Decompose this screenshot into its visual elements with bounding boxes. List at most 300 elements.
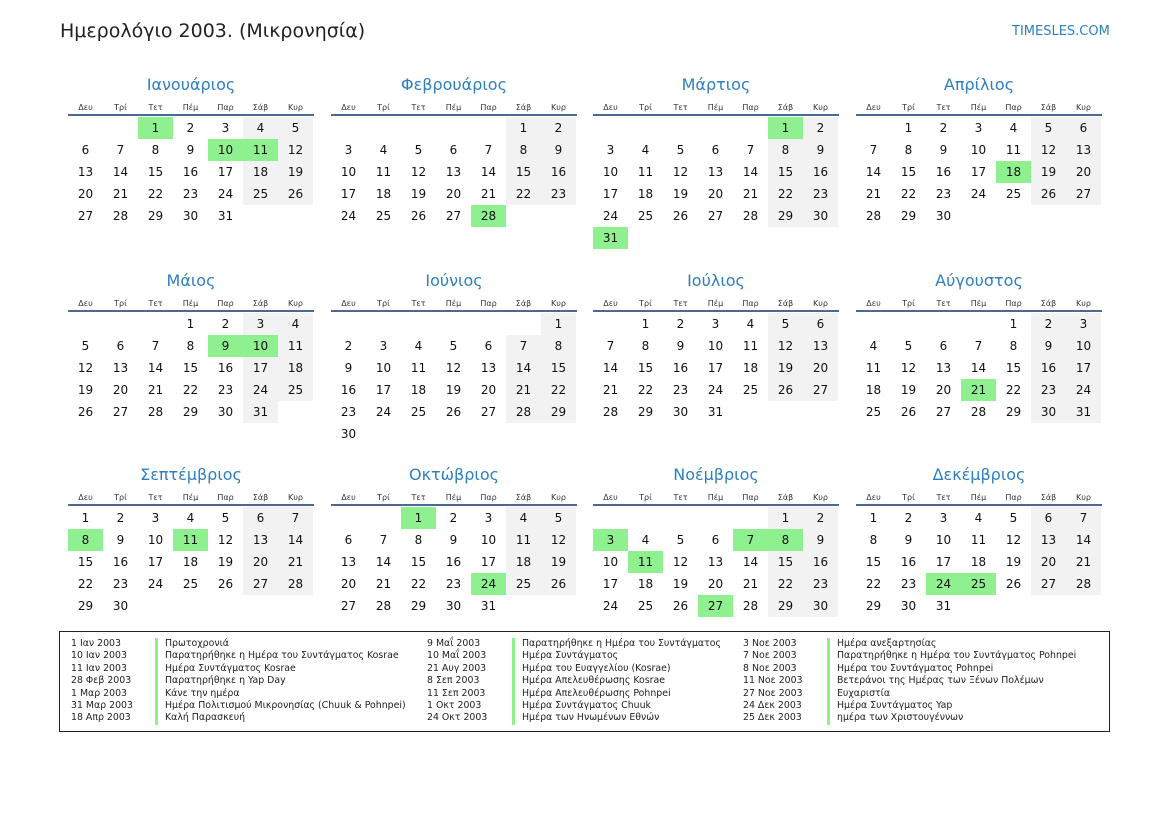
day-cell[interactable]: 30 bbox=[340, 427, 357, 441]
day-cell[interactable]: 23 bbox=[445, 577, 462, 591]
day-cell[interactable]: 27 bbox=[1031, 573, 1066, 595]
day-cell[interactable]: 16 bbox=[340, 383, 357, 397]
day-cell[interactable]: 2 bbox=[1031, 313, 1066, 335]
day-cell[interactable]: 3 bbox=[593, 529, 628, 551]
day-cell[interactable]: 24 bbox=[707, 383, 724, 397]
day-cell[interactable]: 29 bbox=[182, 405, 199, 419]
day-cell[interactable]: 7 bbox=[746, 143, 755, 157]
day-cell[interactable]: 24 bbox=[243, 379, 278, 401]
day-cell[interactable]: 1 bbox=[186, 317, 195, 331]
day-cell[interactable]: 17 bbox=[970, 165, 987, 179]
day-cell[interactable]: 11 bbox=[970, 533, 987, 547]
day-cell[interactable]: 8 bbox=[1009, 339, 1018, 353]
day-cell[interactable]: 5 bbox=[1009, 511, 1018, 525]
day-cell[interactable]: 16 bbox=[935, 165, 952, 179]
day-cell[interactable]: 28 bbox=[1066, 573, 1101, 595]
day-cell[interactable]: 10 bbox=[480, 533, 497, 547]
day-cell[interactable]: 29 bbox=[865, 599, 882, 613]
day-cell[interactable]: 13 bbox=[1031, 529, 1066, 551]
day-cell[interactable]: 21 bbox=[742, 187, 759, 201]
day-cell[interactable]: 13 bbox=[480, 361, 497, 375]
day-cell[interactable]: 4 bbox=[278, 313, 313, 335]
day-cell[interactable]: 18 bbox=[996, 161, 1031, 183]
day-cell[interactable]: 4 bbox=[1009, 121, 1018, 135]
day-cell[interactable]: 19 bbox=[410, 187, 427, 201]
day-cell[interactable]: 1 bbox=[138, 117, 173, 139]
day-cell[interactable]: 9 bbox=[676, 339, 685, 353]
day-cell[interactable]: 26 bbox=[768, 379, 803, 401]
day-cell[interactable]: 1 bbox=[541, 313, 576, 335]
day-cell[interactable]: 9 bbox=[208, 335, 243, 357]
day-cell[interactable]: 24 bbox=[1066, 379, 1101, 401]
day-cell[interactable]: 15 bbox=[77, 555, 94, 569]
day-cell[interactable]: 22 bbox=[900, 187, 917, 201]
day-cell[interactable]: 27 bbox=[803, 379, 838, 401]
day-cell[interactable]: 5 bbox=[414, 143, 423, 157]
day-cell[interactable]: 7 bbox=[974, 339, 983, 353]
day-cell[interactable]: 15 bbox=[182, 361, 199, 375]
day-cell[interactable]: 3 bbox=[974, 121, 983, 135]
day-cell[interactable]: 19 bbox=[541, 551, 576, 573]
day-cell[interactable]: 4 bbox=[641, 143, 650, 157]
day-cell[interactable]: 31 bbox=[1066, 401, 1101, 423]
day-cell[interactable]: 5 bbox=[1031, 117, 1066, 139]
day-cell[interactable]: 31 bbox=[707, 405, 724, 419]
day-cell[interactable]: 8 bbox=[869, 533, 878, 547]
day-cell[interactable]: 19 bbox=[900, 383, 917, 397]
day-cell[interactable]: 16 bbox=[900, 555, 917, 569]
day-cell[interactable]: 26 bbox=[541, 573, 576, 595]
day-cell[interactable]: 3 bbox=[243, 313, 278, 335]
day-cell[interactable]: 6 bbox=[243, 507, 278, 529]
day-cell[interactable]: 31 bbox=[480, 599, 497, 613]
day-cell[interactable]: 5 bbox=[768, 313, 803, 335]
day-cell[interactable]: 25 bbox=[865, 405, 882, 419]
day-cell[interactable]: 25 bbox=[742, 383, 759, 397]
day-cell[interactable]: 16 bbox=[803, 161, 838, 183]
day-cell[interactable]: 8 bbox=[414, 533, 423, 547]
day-cell[interactable]: 28 bbox=[602, 405, 619, 419]
day-cell[interactable]: 18 bbox=[278, 357, 313, 379]
day-cell[interactable]: 22 bbox=[637, 383, 654, 397]
day-cell[interactable]: 14 bbox=[278, 529, 313, 551]
day-cell[interactable]: 7 bbox=[116, 143, 125, 157]
day-cell[interactable]: 19 bbox=[1005, 555, 1022, 569]
day-cell[interactable]: 21 bbox=[375, 577, 392, 591]
day-cell[interactable]: 20 bbox=[707, 577, 724, 591]
day-cell[interactable]: 2 bbox=[186, 121, 195, 135]
day-cell[interactable]: 10 bbox=[147, 533, 164, 547]
day-cell[interactable]: 26 bbox=[672, 209, 689, 223]
day-cell[interactable]: 9 bbox=[939, 143, 948, 157]
day-cell[interactable]: 24 bbox=[340, 209, 357, 223]
day-cell[interactable]: 20 bbox=[480, 383, 497, 397]
day-cell[interactable]: 26 bbox=[1031, 183, 1066, 205]
day-cell[interactable]: 29 bbox=[541, 401, 576, 423]
day-cell[interactable]: 17 bbox=[1066, 357, 1101, 379]
day-cell[interactable]: 25 bbox=[637, 599, 654, 613]
day-cell[interactable]: 11 bbox=[243, 139, 278, 161]
day-cell[interactable]: 11 bbox=[628, 551, 663, 573]
day-cell[interactable]: 1 bbox=[506, 117, 541, 139]
day-cell[interactable]: 25 bbox=[375, 209, 392, 223]
day-cell[interactable]: 18 bbox=[742, 361, 759, 375]
day-cell[interactable]: 23 bbox=[803, 573, 838, 595]
day-cell[interactable]: 27 bbox=[935, 405, 952, 419]
day-cell[interactable]: 13 bbox=[243, 529, 278, 551]
day-cell[interactable]: 24 bbox=[217, 187, 234, 201]
day-cell[interactable]: 17 bbox=[147, 555, 164, 569]
day-cell[interactable]: 21 bbox=[602, 383, 619, 397]
day-cell[interactable]: 15 bbox=[541, 357, 576, 379]
day-cell[interactable]: 29 bbox=[900, 209, 917, 223]
day-cell[interactable]: 4 bbox=[746, 317, 755, 331]
day-cell[interactable]: 31 bbox=[593, 227, 628, 249]
day-cell[interactable]: 24 bbox=[602, 209, 619, 223]
day-cell[interactable]: 3 bbox=[151, 511, 160, 525]
day-cell[interactable]: 24 bbox=[602, 599, 619, 613]
day-cell[interactable]: 13 bbox=[707, 165, 724, 179]
day-cell[interactable]: 16 bbox=[112, 555, 129, 569]
day-cell[interactable]: 8 bbox=[151, 143, 160, 157]
day-cell[interactable]: 3 bbox=[484, 511, 493, 525]
day-cell[interactable]: 11 bbox=[410, 361, 427, 375]
day-cell[interactable]: 10 bbox=[208, 139, 243, 161]
day-cell[interactable]: 14 bbox=[147, 361, 164, 375]
day-cell[interactable]: 4 bbox=[506, 507, 541, 529]
day-cell[interactable]: 9 bbox=[904, 533, 913, 547]
day-cell[interactable]: 6 bbox=[344, 533, 353, 547]
day-cell[interactable]: 24 bbox=[147, 577, 164, 591]
day-cell[interactable]: 21 bbox=[506, 379, 541, 401]
day-cell[interactable]: 13 bbox=[1066, 139, 1101, 161]
day-cell[interactable]: 18 bbox=[865, 383, 882, 397]
day-cell[interactable]: 14 bbox=[1066, 529, 1101, 551]
day-cell[interactable]: 13 bbox=[803, 335, 838, 357]
day-cell[interactable]: 23 bbox=[340, 405, 357, 419]
day-cell[interactable]: 4 bbox=[641, 533, 650, 547]
day-cell[interactable]: 10 bbox=[243, 335, 278, 357]
day-cell[interactable]: 11 bbox=[173, 529, 208, 551]
day-cell[interactable]: 14 bbox=[375, 555, 392, 569]
day-cell[interactable]: 25 bbox=[278, 379, 313, 401]
day-cell[interactable]: 16 bbox=[182, 165, 199, 179]
day-cell[interactable]: 16 bbox=[803, 551, 838, 573]
day-cell[interactable]: 23 bbox=[900, 577, 917, 591]
day-cell[interactable]: 17 bbox=[375, 383, 392, 397]
day-cell[interactable]: 11 bbox=[278, 335, 313, 357]
day-cell[interactable]: 11 bbox=[375, 165, 392, 179]
day-cell[interactable]: 15 bbox=[1005, 361, 1022, 375]
day-cell[interactable]: 19 bbox=[672, 577, 689, 591]
day-cell[interactable]: 18 bbox=[182, 555, 199, 569]
day-cell[interactable]: 20 bbox=[1031, 551, 1066, 573]
day-cell[interactable]: 17 bbox=[935, 555, 952, 569]
day-cell[interactable]: 29 bbox=[768, 205, 803, 227]
day-cell[interactable]: 22 bbox=[541, 379, 576, 401]
day-cell[interactable]: 10 bbox=[340, 165, 357, 179]
day-cell[interactable]: 12 bbox=[768, 335, 803, 357]
day-cell[interactable]: 4 bbox=[379, 143, 388, 157]
day-cell[interactable]: 27 bbox=[112, 405, 129, 419]
day-cell[interactable]: 6 bbox=[711, 533, 720, 547]
day-cell[interactable]: 26 bbox=[77, 405, 94, 419]
day-cell[interactable]: 3 bbox=[344, 143, 353, 157]
day-cell[interactable]: 27 bbox=[1066, 183, 1101, 205]
day-cell[interactable]: 7 bbox=[278, 507, 313, 529]
day-cell[interactable]: 20 bbox=[340, 577, 357, 591]
day-cell[interactable]: 9 bbox=[449, 533, 458, 547]
day-cell[interactable]: 31 bbox=[935, 599, 952, 613]
day-cell[interactable]: 22 bbox=[410, 577, 427, 591]
day-cell[interactable]: 22 bbox=[506, 183, 541, 205]
day-cell[interactable]: 21 bbox=[742, 577, 759, 591]
day-cell[interactable]: 5 bbox=[676, 533, 685, 547]
day-cell[interactable]: 13 bbox=[112, 361, 129, 375]
day-cell[interactable]: 18 bbox=[243, 161, 278, 183]
day-cell[interactable]: 14 bbox=[742, 165, 759, 179]
day-cell[interactable]: 7 bbox=[379, 533, 388, 547]
day-cell[interactable]: 12 bbox=[445, 361, 462, 375]
day-cell[interactable]: 12 bbox=[900, 361, 917, 375]
day-cell[interactable]: 26 bbox=[672, 599, 689, 613]
day-cell[interactable]: 15 bbox=[410, 555, 427, 569]
day-cell[interactable]: 20 bbox=[77, 187, 94, 201]
day-cell[interactable]: 7 bbox=[733, 529, 768, 551]
day-cell[interactable]: 3 bbox=[1066, 313, 1101, 335]
day-cell[interactable]: 2 bbox=[676, 317, 685, 331]
day-cell[interactable]: 16 bbox=[672, 361, 689, 375]
day-cell[interactable]: 23 bbox=[541, 183, 576, 205]
day-cell[interactable]: 21 bbox=[480, 187, 497, 201]
day-cell[interactable]: 14 bbox=[112, 165, 129, 179]
day-cell[interactable]: 15 bbox=[147, 165, 164, 179]
day-cell[interactable]: 12 bbox=[77, 361, 94, 375]
day-cell[interactable]: 27 bbox=[77, 209, 94, 223]
day-cell[interactable]: 22 bbox=[77, 577, 94, 591]
day-cell[interactable]: 19 bbox=[445, 383, 462, 397]
day-cell[interactable]: 15 bbox=[768, 551, 803, 573]
day-cell[interactable]: 10 bbox=[375, 361, 392, 375]
day-cell[interactable]: 12 bbox=[672, 555, 689, 569]
day-cell[interactable]: 18 bbox=[637, 577, 654, 591]
day-cell[interactable]: 12 bbox=[410, 165, 427, 179]
day-cell[interactable]: 2 bbox=[803, 117, 838, 139]
day-cell[interactable]: 13 bbox=[935, 361, 952, 375]
day-cell[interactable]: 27 bbox=[707, 209, 724, 223]
day-cell[interactable]: 4 bbox=[974, 511, 983, 525]
day-cell[interactable]: 2 bbox=[904, 511, 913, 525]
day-cell[interactable]: 29 bbox=[1005, 405, 1022, 419]
day-cell[interactable]: 11 bbox=[637, 165, 654, 179]
day-cell[interactable]: 8 bbox=[904, 143, 913, 157]
day-cell[interactable]: 20 bbox=[803, 357, 838, 379]
day-cell[interactable]: 20 bbox=[243, 551, 278, 573]
day-cell[interactable]: 28 bbox=[970, 405, 987, 419]
day-cell[interactable]: 15 bbox=[506, 161, 541, 183]
day-cell[interactable]: 1 bbox=[401, 507, 436, 529]
day-cell[interactable]: 11 bbox=[865, 361, 882, 375]
day-cell[interactable]: 3 bbox=[379, 339, 388, 353]
day-cell[interactable]: 2 bbox=[344, 339, 353, 353]
day-cell[interactable]: 17 bbox=[602, 577, 619, 591]
day-cell[interactable]: 23 bbox=[1031, 379, 1066, 401]
day-cell[interactable]: 7 bbox=[484, 143, 493, 157]
day-cell[interactable]: 29 bbox=[410, 599, 427, 613]
day-cell[interactable]: 30 bbox=[803, 595, 838, 617]
day-cell[interactable]: 8 bbox=[541, 335, 576, 357]
day-cell[interactable]: 1 bbox=[768, 117, 803, 139]
day-cell[interactable]: 4 bbox=[869, 339, 878, 353]
day-cell[interactable]: 10 bbox=[707, 339, 724, 353]
day-cell[interactable]: 4 bbox=[414, 339, 423, 353]
day-cell[interactable]: 14 bbox=[480, 165, 497, 179]
day-cell[interactable]: 10 bbox=[602, 165, 619, 179]
day-cell[interactable]: 28 bbox=[742, 209, 759, 223]
day-cell[interactable]: 1 bbox=[869, 511, 878, 525]
day-cell[interactable]: 4 bbox=[243, 117, 278, 139]
site-link[interactable]: TIMESLES.COM bbox=[1012, 24, 1110, 39]
day-cell[interactable]: 13 bbox=[707, 555, 724, 569]
day-cell[interactable]: 20 bbox=[112, 383, 129, 397]
day-cell[interactable]: 13 bbox=[77, 165, 94, 179]
day-cell[interactable]: 26 bbox=[278, 183, 313, 205]
day-cell[interactable]: 6 bbox=[449, 143, 458, 157]
day-cell[interactable]: 7 bbox=[606, 339, 615, 353]
day-cell[interactable]: 5 bbox=[541, 507, 576, 529]
day-cell[interactable]: 15 bbox=[865, 555, 882, 569]
day-cell[interactable]: 17 bbox=[217, 165, 234, 179]
day-cell[interactable]: 11 bbox=[1005, 143, 1022, 157]
day-cell[interactable]: 1 bbox=[768, 507, 803, 529]
day-cell[interactable]: 29 bbox=[768, 595, 803, 617]
day-cell[interactable]: 23 bbox=[217, 383, 234, 397]
day-cell[interactable]: 11 bbox=[506, 529, 541, 551]
day-cell[interactable]: 3 bbox=[221, 121, 230, 135]
day-cell[interactable]: 21 bbox=[1066, 551, 1101, 573]
day-cell[interactable]: 18 bbox=[506, 551, 541, 573]
day-cell[interactable]: 16 bbox=[541, 161, 576, 183]
day-cell[interactable]: 5 bbox=[449, 339, 458, 353]
day-cell[interactable]: 15 bbox=[900, 165, 917, 179]
day-cell[interactable]: 26 bbox=[900, 405, 917, 419]
day-cell[interactable]: 23 bbox=[935, 187, 952, 201]
day-cell[interactable]: 15 bbox=[637, 361, 654, 375]
day-cell[interactable]: 25 bbox=[961, 573, 996, 595]
day-cell[interactable]: 14 bbox=[865, 165, 882, 179]
day-cell[interactable]: 9 bbox=[116, 533, 125, 547]
day-cell[interactable]: 6 bbox=[484, 339, 493, 353]
day-cell[interactable]: 1 bbox=[904, 121, 913, 135]
day-cell[interactable]: 25 bbox=[506, 573, 541, 595]
day-cell[interactable]: 21 bbox=[961, 379, 996, 401]
day-cell[interactable]: 11 bbox=[742, 339, 759, 353]
day-cell[interactable]: 2 bbox=[221, 317, 230, 331]
day-cell[interactable]: 17 bbox=[480, 555, 497, 569]
day-cell[interactable]: 3 bbox=[606, 143, 615, 157]
day-cell[interactable]: 22 bbox=[182, 383, 199, 397]
day-cell[interactable]: 13 bbox=[340, 555, 357, 569]
day-cell[interactable]: 17 bbox=[707, 361, 724, 375]
day-cell[interactable]: 17 bbox=[243, 357, 278, 379]
day-cell[interactable]: 31 bbox=[243, 401, 278, 423]
day-cell[interactable]: 30 bbox=[935, 209, 952, 223]
day-cell[interactable]: 8 bbox=[186, 339, 195, 353]
day-cell[interactable]: 29 bbox=[147, 209, 164, 223]
day-cell[interactable]: 1 bbox=[641, 317, 650, 331]
day-cell[interactable]: 22 bbox=[768, 183, 803, 205]
day-cell[interactable]: 2 bbox=[803, 507, 838, 529]
day-cell[interactable]: 2 bbox=[541, 117, 576, 139]
day-cell[interactable]: 7 bbox=[506, 335, 541, 357]
day-cell[interactable]: 6 bbox=[803, 313, 838, 335]
day-cell[interactable]: 30 bbox=[1031, 401, 1066, 423]
day-cell[interactable]: 26 bbox=[1005, 577, 1022, 591]
day-cell[interactable]: 8 bbox=[506, 139, 541, 161]
day-cell[interactable]: 9 bbox=[344, 361, 353, 375]
day-cell[interactable]: 6 bbox=[1031, 507, 1066, 529]
day-cell[interactable]: 21 bbox=[278, 551, 313, 573]
day-cell[interactable]: 14 bbox=[602, 361, 619, 375]
day-cell[interactable]: 28 bbox=[865, 209, 882, 223]
day-cell[interactable]: 27 bbox=[340, 599, 357, 613]
day-cell[interactable]: 20 bbox=[935, 383, 952, 397]
day-cell[interactable]: 4 bbox=[186, 511, 195, 525]
day-cell[interactable]: 12 bbox=[672, 165, 689, 179]
day-cell[interactable]: 24 bbox=[970, 187, 987, 201]
day-cell[interactable]: 27 bbox=[480, 405, 497, 419]
day-cell[interactable]: 10 bbox=[970, 143, 987, 157]
day-cell[interactable]: 29 bbox=[637, 405, 654, 419]
day-cell[interactable]: 5 bbox=[221, 511, 230, 525]
day-cell[interactable]: 19 bbox=[768, 357, 803, 379]
day-cell[interactable]: 9 bbox=[541, 139, 576, 161]
day-cell[interactable]: 18 bbox=[637, 187, 654, 201]
day-cell[interactable]: 19 bbox=[217, 555, 234, 569]
day-cell[interactable]: 31 bbox=[217, 209, 234, 223]
day-cell[interactable]: 30 bbox=[217, 405, 234, 419]
day-cell[interactable]: 7 bbox=[151, 339, 160, 353]
day-cell[interactable]: 18 bbox=[375, 187, 392, 201]
day-cell[interactable]: 12 bbox=[541, 529, 576, 551]
day-cell[interactable]: 27 bbox=[698, 595, 733, 617]
day-cell[interactable]: 28 bbox=[471, 205, 506, 227]
day-cell[interactable]: 3 bbox=[939, 511, 948, 525]
day-cell[interactable]: 23 bbox=[112, 577, 129, 591]
day-cell[interactable]: 22 bbox=[1005, 383, 1022, 397]
day-cell[interactable]: 29 bbox=[77, 599, 94, 613]
day-cell[interactable]: 8 bbox=[641, 339, 650, 353]
day-cell[interactable]: 23 bbox=[803, 183, 838, 205]
day-cell[interactable]: 18 bbox=[970, 555, 987, 569]
day-cell[interactable]: 10 bbox=[1066, 335, 1101, 357]
day-cell[interactable]: 26 bbox=[217, 577, 234, 591]
day-cell[interactable]: 23 bbox=[672, 383, 689, 397]
day-cell[interactable]: 14 bbox=[970, 361, 987, 375]
day-cell[interactable]: 6 bbox=[711, 143, 720, 157]
day-cell[interactable]: 25 bbox=[410, 405, 427, 419]
day-cell[interactable]: 6 bbox=[1066, 117, 1101, 139]
day-cell[interactable]: 30 bbox=[672, 405, 689, 419]
day-cell[interactable]: 30 bbox=[445, 599, 462, 613]
day-cell[interactable]: 30 bbox=[182, 209, 199, 223]
day-cell[interactable]: 9 bbox=[803, 139, 838, 161]
day-cell[interactable]: 19 bbox=[672, 187, 689, 201]
day-cell[interactable]: 8 bbox=[68, 529, 103, 551]
day-cell[interactable]: 21 bbox=[147, 383, 164, 397]
day-cell[interactable]: 23 bbox=[182, 187, 199, 201]
day-cell[interactable]: 9 bbox=[1031, 335, 1066, 357]
